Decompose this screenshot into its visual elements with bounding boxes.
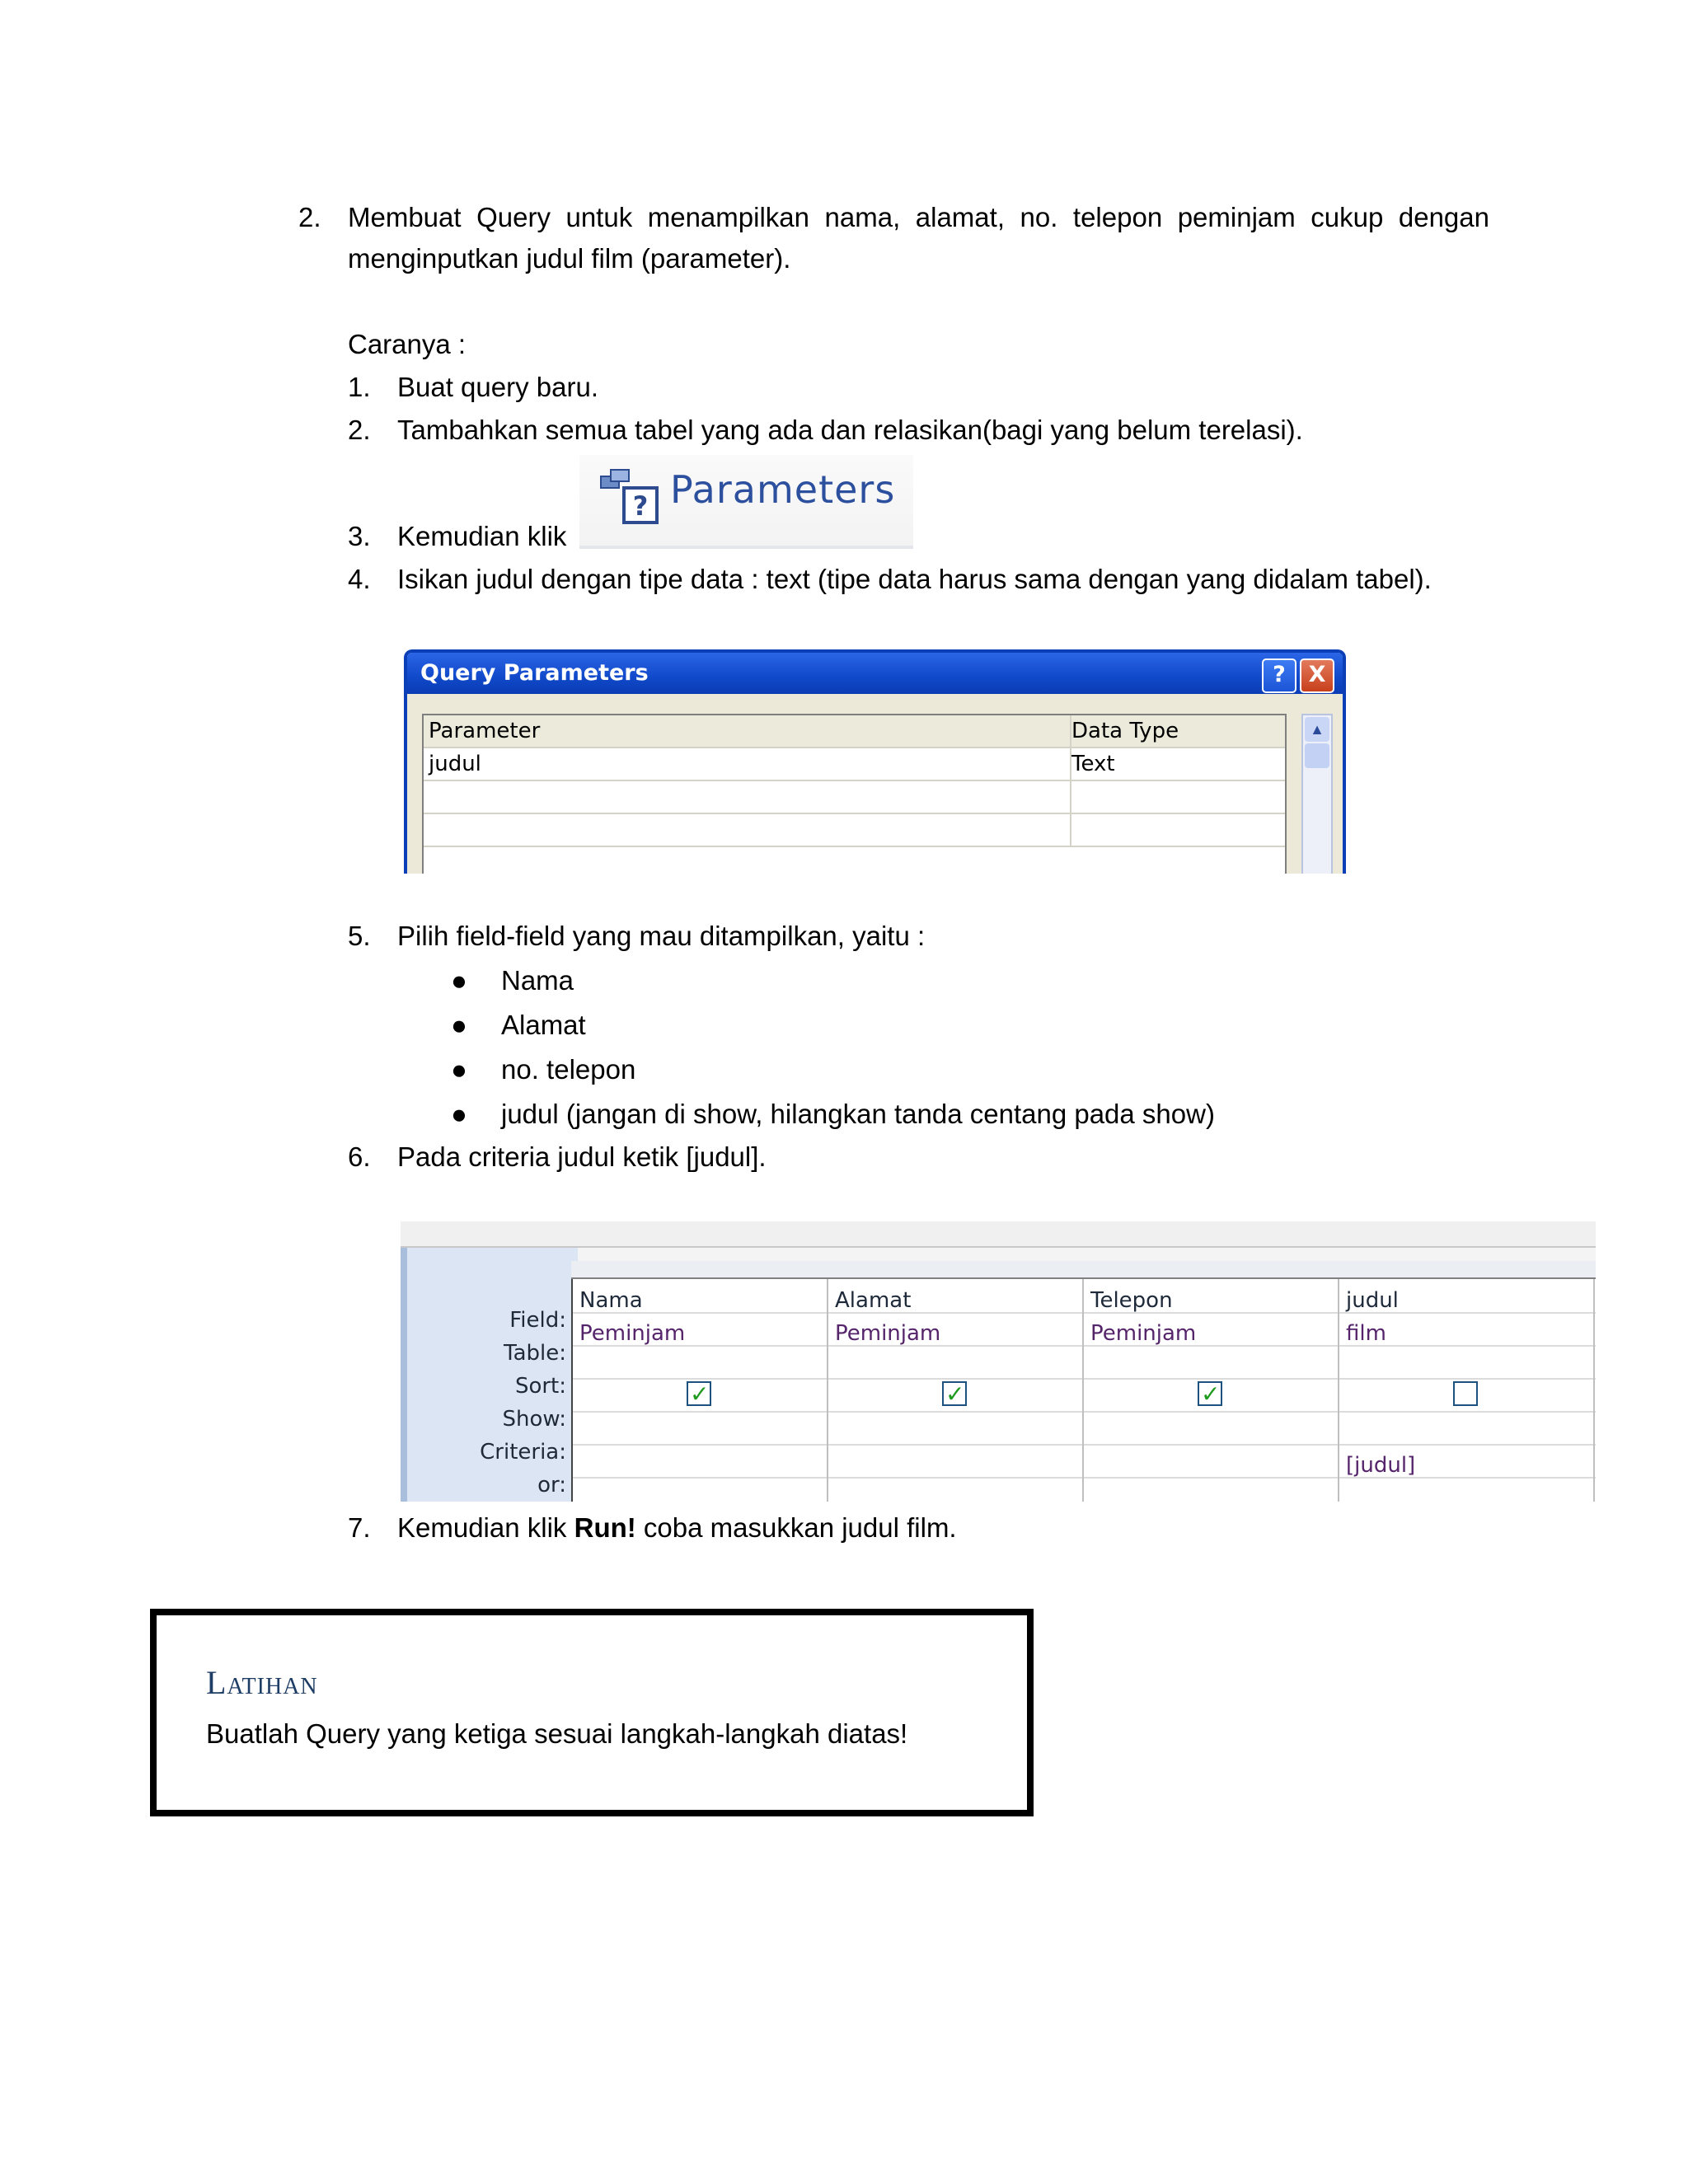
parameter-cell[interactable] (424, 781, 1071, 813)
intro-number: 2. (298, 202, 321, 232)
run-label: Run! (574, 1512, 636, 1543)
data-type-cell[interactable]: Text (1071, 752, 1115, 776)
row-label-pane (401, 1248, 578, 1502)
query-column-alamat[interactable] (828, 1279, 1084, 1502)
show-checkbox[interactable] (1453, 1381, 1478, 1406)
step-2-number: 2. (348, 415, 371, 445)
query-column-nama[interactable] (573, 1279, 828, 1502)
checkmark-icon: ✓ (1201, 1381, 1221, 1407)
step-1-text: Buat query baru. (397, 372, 598, 402)
step-3-text: Kemudian klik (397, 521, 567, 551)
table-cell[interactable]: Peminjam (1090, 1321, 1197, 1346)
step-5-number: 5. (348, 921, 371, 951)
field-cell[interactable]: Telepon (1090, 1288, 1173, 1313)
scroll-up-icon[interactable]: ▲ (1305, 717, 1329, 742)
step-7-text (397, 1511, 957, 1544)
intro-line-1: Membuat Query untuk menampilkan nama, alamat, no. telepon peminjam cukup dengan (348, 202, 1489, 232)
step-7-text-before: Kemudian klik (397, 1512, 574, 1543)
parameter-grid (422, 714, 1287, 874)
step-7-number: 7. (348, 1512, 371, 1543)
step-3-number: 3. (348, 521, 371, 551)
close-button[interactable]: X (1300, 658, 1334, 693)
field-cell[interactable]: Alamat (835, 1288, 912, 1313)
row-label-show: Show: (502, 1407, 566, 1432)
bullet-item-1: Nama (501, 965, 574, 996)
data-type-cell[interactable] (1067, 781, 1284, 813)
vertical-scrollbar[interactable] (1301, 714, 1333, 874)
help-button[interactable]: ? (1262, 658, 1296, 693)
data-type-cell[interactable] (1067, 814, 1284, 846)
step-5-text: Pilih field-field yang mau ditampilkan, yaitu : (397, 921, 926, 951)
latihan-title: Latihan (206, 1664, 318, 1701)
grid-header-row (424, 715, 1285, 748)
step-4-number: 4. (348, 564, 371, 594)
step-2-text: Tambahkan semua tabel yang ada dan relasikan(bagi yang belum terelasi). (397, 415, 1303, 445)
field-cell[interactable]: Nama (579, 1288, 643, 1313)
checkmark-icon: ✓ (945, 1381, 965, 1407)
header-parameter: Parameter (424, 715, 1071, 747)
intro-line-2: menginputkan judul film (parameter). (348, 243, 791, 274)
bullet-item-2: Alamat (501, 1010, 586, 1040)
row-label-table: Table: (504, 1341, 566, 1366)
query-parameters-dialog (404, 649, 1346, 874)
table-cell[interactable]: Peminjam (579, 1321, 686, 1346)
step-4-text: Isikan judul dengan tipe data : text (tipe data harus sama dengan yang didalam tabel). (397, 564, 1432, 594)
query-columns (571, 1279, 1596, 1502)
query-design-grid (401, 1221, 1596, 1502)
table-cell[interactable]: film (1346, 1321, 1386, 1346)
parameters-label: Parameters (670, 467, 896, 512)
step-7-text-after: coba masukkan judul film. (635, 1512, 957, 1543)
svg-text:?: ? (632, 490, 649, 522)
table-cell[interactable]: Peminjam (835, 1321, 941, 1346)
field-cell[interactable]: judul (1346, 1288, 1399, 1313)
dialog-title: Query Parameters (407, 653, 1343, 694)
latihan-box (150, 1609, 1034, 1816)
table-row[interactable] (424, 814, 1285, 847)
bullet-item-3: no. telepon (501, 1054, 636, 1085)
step-6-text: Pada criteria judul ketik [judul]. (397, 1141, 767, 1172)
row-label-criteria: Criteria: (480, 1440, 566, 1465)
table-row[interactable] (424, 748, 1285, 781)
row-label-or: or: (537, 1473, 566, 1497)
table-row[interactable] (424, 781, 1285, 814)
show-checkbox[interactable] (1198, 1381, 1222, 1406)
parameters-icon (599, 468, 662, 527)
parameters-button[interactable] (579, 455, 913, 549)
bullet-icon: ● (451, 965, 467, 996)
header-data-type: Data Type (1071, 719, 1179, 743)
column-selector-bar (571, 1261, 1596, 1279)
show-checkbox[interactable] (687, 1381, 711, 1406)
row-label-sort: Sort: (514, 1374, 566, 1399)
row-label-field: Field: (509, 1308, 566, 1333)
caranya-label: Caranya : (348, 329, 467, 359)
bullet-icon: ● (451, 1099, 467, 1129)
show-checkbox[interactable] (942, 1381, 967, 1406)
parameter-cell[interactable] (424, 814, 1071, 846)
bullet-item-4: judul (jangan di show, hilangkan tanda centang pada show) (501, 1099, 1215, 1129)
query-column-judul[interactable] (1339, 1279, 1595, 1502)
query-column-telepon[interactable] (1084, 1279, 1339, 1502)
step-1-number: 1. (348, 372, 371, 402)
bullet-icon: ● (451, 1054, 467, 1085)
checkmark-icon: ✓ (690, 1381, 710, 1407)
design-topbar (401, 1221, 1596, 1248)
step-6-number: 6. (348, 1141, 371, 1172)
bullet-icon: ● (451, 1010, 467, 1040)
parameter-cell[interactable]: judul (424, 748, 1071, 780)
latihan-text: Buatlah Query yang ketiga sesuai langkah-langkah diatas! (206, 1718, 908, 1749)
scroll-thumb[interactable] (1305, 743, 1329, 768)
criteria-cell[interactable]: [judul] (1346, 1453, 1416, 1478)
